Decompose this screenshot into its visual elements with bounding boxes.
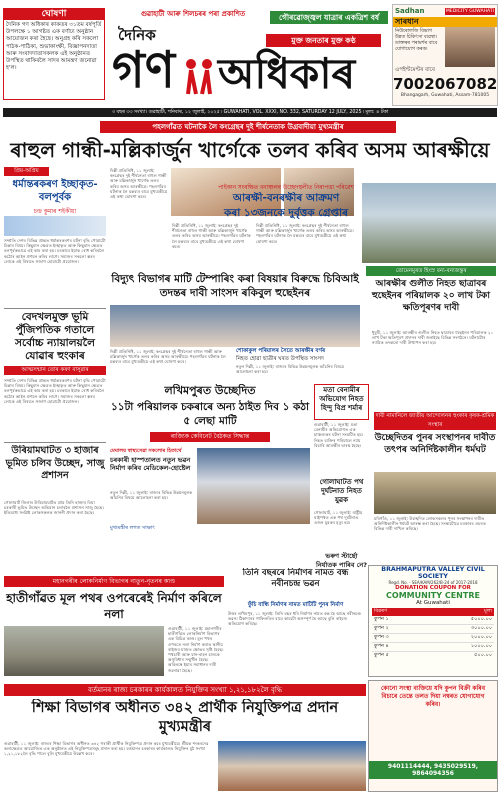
masthead-daily: দৈনিক (118, 26, 156, 44)
bottom-headline: শিক্ষা বিভাগৰ অধীনত ৩৪২ প্ৰাৰ্থীক নিযুক্তিপত্ৰ প্ৰদান মুখ্যমন্ত্ৰীৰ (31, 700, 339, 735)
table-row: কুপন ৩ ২০০০.০০ (372, 634, 494, 643)
hospital-ad (392, 4, 498, 106)
announcement-box (3, 8, 105, 100)
hospital-title: সাৰধান (393, 17, 497, 27)
drain-photo (4, 626, 164, 676)
mid-article3-text-2: নতুন দিল্লী, ১১ জুলাই: ৰাজ্যৰ বিভিন্ন উন্নয়নমূলক আঁচনিৰ বিষয়ে আলোচনা কৰা হয়। (236, 364, 345, 375)
right-article2-text: মৰিগাঁও, ১১ জুলাই: উচ্ছেদিত লোকসকলৰ পুনৰ সংস্থাপনৰ দাবীত অনিৰ্দিষ্টকালীন ধৰ্মঘট আৰম্ভ কৰা হৈছে। সংস্থাটোৱে চৰকাৰৰ ওচৰত বিভিন্ন দাবী দাখিল কৰিছে। (374, 516, 486, 532)
doctor-photo (445, 27, 495, 67)
mid-lower-title2-sub: ফুঁচি বান্ধি নিৰ্মাণৰ নামত মাটিটি পুনৰ নিৰ্মাণ (247, 602, 344, 608)
table-header-price: মূল্য (484, 608, 492, 614)
hospital-label: এপইণ্টমেণ্টৰ বাবে (395, 67, 435, 73)
mid-lower-kicker: মহানগৰীৰ লোকনিৰ্মাণ বিভাগৰ নাতুন-নৃতনৰ কাণ্ড (4, 576, 224, 587)
hospital-address: Bhangagarh, Guwahati, Assam-781005 (400, 93, 490, 98)
left-article1-title: ধৰ্মান্তৰকৰণ ইচ্ছাকৃত-বলপূৰ্বক (12, 179, 98, 203)
left-article2-title: বেদখলমুক্ত ভূমি পুঁজিপতিক গতালে সৰ্বোচ্চ ন্যায়ালয়লৈ যোৱাৰ হুংকাৰ (15, 311, 95, 362)
right-article1-title: আৰক্ষীৰ গুলীত নিহত ছাত্ৰাবৰ হুছেইনৰ পৰিয়ালক ২০ লাখ টকা ক্ষতিপূৰণৰ দাবী (372, 279, 490, 313)
mid-lower-text2: উত্তৰ লখিমপুৰ, ১১ জুলাই: তিনি বছৰ ধৰি নিৰ্মাণৰ নামত বন্ধ হৈ আছে নবীনচন্দ্ৰ ভৱন। ঠিকাদাৰৰ গাফিলতিৰ বাবে কামটো অসম্পূৰ্ণ হৈ আছে বুলি ৰাইজে অভিযোগ কৰিছে। (228, 611, 361, 627)
mid-lower-text: গুৱাহাটী, ১১ জুলাই: মহানগৰীৰ হাতীগাঁৱত লোকনিৰ্মাণ বিভাগৰ এক বিচিত্ৰ কাণ্ড। মূল পথৰ ওপৰতে নলা নিৰ্মাণ কৰাত স্থানীয় ৰাইজৰ মাজত ক্ষোভৰ সৃষ্টি হৈছে। পথচাৰী আৰু যান-বাহন চালকে অসুবিধাৰ সন্মুখীন হৈছে। অবিলম্বে ইয়াৰ সমাধানৰ দাবী জনোৱা হৈছে। (168, 626, 224, 673)
announcement-title: ঘোষণা (4, 9, 104, 20)
accident-title: গোলাঘাটত পথ দুৰ্ঘটনাত নিহত যুৱক (319, 478, 364, 504)
left-article1-byline: চন্দ্ৰ কুমাৰ শইকীয়া (33, 208, 77, 215)
mid-article5-text: নতুন দিল্লী, ১১ জুলাই: ৰাজ্যৰ বিভিন্ন উন্নয়নমূলক আঁচনিৰ বিষয়ে আলোচনা কৰা হয়। (110, 490, 193, 501)
edition-strip: ৩ বছৰ ৩৩ সংখ্যা। গুৱাহাটী, শনিবাৰ, ১২ জুলাই, ২০২৫ ৷ GUWAHATI, VOL. XXXI, NO. 332, SATURDAY 12 JULY, 2025 ৷ মূল্য: ৪ টকা (3, 108, 497, 117)
mid-article3-sub: নিহত হোৱা ছাত্ৰীৰ ঘৰত উপস্থিত সাংসদ (236, 356, 324, 362)
mid-article6-kicker: মুখ্যমন্ত্ৰীৰ লগত সাক্ষাৎ (110, 525, 155, 531)
mp-photo (110, 305, 360, 347)
top-kicker: পহলগাঁৱত ঘটনাকৈ লৈ কংগ্ৰেছৰ দুই শীৰ্ষনেতাক উগ্ৰবাদীয়া মুখ্যমন্ত্ৰীৰ (100, 121, 396, 133)
masthead-logo-icon (184, 54, 214, 102)
left-article2-text: সম্প্ৰতি দেশৰ বিভিন্ন প্ৰান্তত ধৰ্মান্তৰকৰণৰ ঘটনা বৃদ্ধি পোৱাটো চিন্তাৰ বিষয়। কিছুমান ক্ষেত্ৰত ইচ্ছাকৃত আৰু কিছুমান ক্ষেত্ৰত বলপূৰ্বকভাৱে এই কাম কৰা হয়। চৰকাৰে ইয়াক ৰোধ কৰিবলৈ কঠোৰ আইন প্ৰণয়ন কৰিব লাগে। সমাজৰ সকলো স্তৰৰ লোকে এই বিষয়ত সজাগ হোৱাটো প্ৰয়োজন। (4, 378, 106, 404)
mid-article4-sub: ১১টা পৰিয়ালক চকৰাৰে অন্য ঠাইত দিব ১ কঠা ৫ লেছা মাটি (110, 401, 310, 427)
right-article1-text: ধুবুৰী, ১১ জুলাই: আৰক্ষীৰ গুলীত নিহত ছাত্ৰাবৰ হুছেইনৰ পৰিয়ালক ২০ লাখ টকা ক্ষতিপূৰণ প্ৰদানৰ দাবী জনাইছে বিভিন্ন সংগঠনে। ঘটনাটোৰ ন্যায়িক তদন্তৰো দাবী উত্থাপন কৰা হয়। (372, 330, 494, 346)
hospital-phone: 7002067082 (393, 75, 498, 93)
mid-article1-text: দিল্লী প্ৰতিনিধি, ১১ জুলাই: কংগ্ৰেছৰ দুই শীৰ্ষনেতা ৰাহুল গান্ধী আৰু মল্লিকাৰ্জুন খাৰ্গেক তলব কৰিব অসম আৰক্ষীয়ে। পহলগাঁৱৰ ঘটনাক লৈ মন্তব্যৰ বাবে মুখ্যমন্ত্ৰীয়ে এই কথা ঘোষণা কৰে। (110, 168, 168, 200)
crime-title: মতা বেনামীৰ অভিযোগ নিহত হিন্দু বিপ্ৰ শৰ্মাৰ (314, 384, 369, 420)
year-banner: গৌৰৱোজ্জ্বল যাত্ৰাৰ একত্ৰিশ বৰ্ষ (270, 11, 388, 24)
police-photo (362, 183, 496, 263)
mid-article2-sub: কৰা ১৩জনকে দুৰ্বৃত্তক গ্ৰেপ্তাৰ (223, 207, 349, 219)
divider (4, 442, 106, 443)
civil-society-reg: Regd. No. - SEA/KAM/262/B-24 of 2017-2018 (388, 580, 478, 585)
civil-society-contact (368, 680, 498, 792)
civil-society-ad (368, 565, 498, 677)
mid-lower-title: হাতীগাঁৱত মূল পথৰ ওপৰেৰেই নিৰ্মাণ কৰিলে নলা (6, 591, 222, 621)
protest-photo (374, 472, 496, 514)
left-article3-text: গোলাঘাট জিলাৰ উৰিয়ামঘাটত প্ৰায় তিনি হাজাৰ বিঘা চৰকাৰী ভূমিত উচ্ছেদ অভিযান চলাবলৈ প্ৰশাসন সাজু হৈছে। ইতিমধ্যে সংশ্লিষ্ট লোকসকলক জাননী প্ৰদান কৰা হৈছে। (4, 500, 104, 516)
hospital-desc: নিউৰোলজি বিভাগ উন্নত চিকিৎসা ব্যৱস্থা। ডাক্তৰৰ পৰামৰ্শৰ বাবে যোগাযোগ কৰক। (395, 29, 438, 52)
masthead-name-left: গণ (112, 41, 176, 99)
left-article1-photo (4, 216, 106, 236)
tagline: গুৱাহাটী আৰু শিলচৰৰ পৰা প্ৰকাশিত (140, 10, 246, 18)
meeting-photo (197, 448, 310, 524)
left-article3-title: উৰিয়ামঘাটত ৩ হাজাৰ ভূমিত চলিব উচ্ছেদ, সাজু প্ৰশাসন (5, 445, 105, 481)
hospital-badge: MEDICITY GUWAHATI (445, 8, 494, 14)
civil-society-place: At Guwahati (416, 600, 450, 606)
mid-article2-text: দিল্লী প্ৰতিনিধি, ১১ জুলাই: কংগ্ৰেছৰ দুই শীৰ্ষনেতা ৰাহুল গান্ধী আৰু মল্লিকাৰ্জুন খাৰ্গেক তলব কৰিব অসম আৰক্ষীয়ে। পহলগাঁৱৰ ঘটনাক লৈ মন্তব্যৰ বাবে মুখ্যমন্ত্ৰীয়ে এই কথা ঘোষণা কৰে। (172, 223, 251, 249)
mid-article3-title: বিদ্যুৎ বিভাগৰ মাটি টেম্পাৰিং কৰা বিষয়াৰ বিৰুদ্ধে চিবিআই তদন্তৰ দাবী সাংসদ ৰকিবুল হুছেইনৰ (111, 273, 359, 299)
table-row: কুপন ৫ ৫০০.০০ (374, 652, 492, 658)
mid-article4-title: লখিমপুৰত উচ্ছেদিত (164, 384, 256, 397)
mid-lower-title2: তিনি বছৰৰে নিৰ্মাণৰ নামত বন্ধ নবীনচন্দ্ৰ ভৱন (242, 568, 349, 589)
appointment-photo (218, 741, 366, 791)
motto: মুক্ত জনতাৰ মুক্ত কণ্ঠ (266, 34, 381, 47)
left-article2-sub: আত্মসন্মান তোৰ কৰণ বাসুৱাৰ (4, 366, 106, 375)
civil-society-note: কোনো সংস্থা ব্যক্তিয়ে যদি কুপন বিক্ৰী কৰিব বিচাৰে তেন্তে তলত দিয়া নম্বৰত যোগাযোগ কৰিব। (380, 685, 486, 708)
mid-article2-kicker: পাইকান সংৰক্ষিত বনাঞ্চলৰ উচ্ছেদস্থলীত নিৰাপত্তা পৰিৱেশ (218, 185, 354, 191)
civil-society-title: BRAHMAPUTRA VALLEY CIVIL SOCIETY (381, 566, 485, 580)
bottom-text: গুৱাহাটী, ১১ জুলাই: ৰাজ্যৰ শিক্ষা বিভাগৰ অধীনত ৩৪২ গৰাকী প্ৰাৰ্থীক নিযুক্তিপত্ৰ প্ৰদান কৰে মুখ্যমন্ত্ৰীয়ে। শ্ৰীমন্ত শংকৰদেৱ কলাক্ষেত্ৰত আয়োজিত এক অনুষ্ঠানত এই নিযুক্তিপত্ৰসমূহ প্ৰদান কৰা হয়। বৰ্তমানৰ চৰকাৰৰ কাৰ্যকালত নিযুক্তিৰ মুঠ সংখ্যা ১,২১,১৮২লৈ বৃদ্ধি পালে বুলি মুখ্যমন্ত্ৰীয়ে উল্লেখ কৰে। (4, 741, 209, 757)
table-row: কুপন ২ ৩০০০.০০ (372, 625, 494, 634)
mid-article5-title: চৰকাৰী হাস্পতালত নতুন ভৱন নিৰ্মাণ কৰিব মেডিকেল-হোষ্টেল (110, 456, 191, 472)
civil-society-phone: 9401114444, 9435029519, 9864094356 (369, 761, 497, 779)
divider (4, 308, 106, 309)
civil-society-table (372, 608, 494, 660)
hospital-brand: Sadhan (395, 7, 425, 15)
mid-article4-tag: ৰাজ্যিক কেবিনেট বৈঠকত সিদ্ধান্ত (150, 432, 270, 442)
civil-society-coupon: DONATION COUPON FOR (395, 585, 471, 591)
masthead-name-right: অধিকাৰ (218, 49, 356, 98)
mid-article3-caption: শোকাকুল পৰিয়ালৰ সৈতে আৰক্ষীৰ বৰ্গৰ (236, 348, 326, 354)
crime-text: গুৱাহাটী, ১১ জুলাই: মতা বেনামীৰ অভিযোগত এক চাঞ্চল্যকৰ ঘটনা সংঘটিত হয়। নিহত ব্যক্তিৰ পৰিয়ালে ন্যায় বিচাৰি আৰক্ষীৰ দ্বাৰস্থ হৈছে। (314, 422, 364, 448)
civil-society-centre: COMMUNITY CENTRE (386, 591, 480, 600)
table-header-desc: বিৱৰণ (374, 608, 387, 614)
mid-article3-text: দিল্লী প্ৰতিনিধি, ১১ জুলাই: কংগ্ৰেছৰ দুই শীৰ্ষনেতা ৰাহুল গান্ধী আৰু মল্লিকাৰ্জুন খাৰ্গেক তলব কৰিব অসম আৰক্ষীয়ে। পহলগাঁৱৰ ঘটনাক লৈ মন্তব্যৰ বাবে মুখ্যমন্ত্ৰীয়ে এই কথা ঘোষণা কৰে। (110, 349, 226, 365)
right-article2-title: উচ্ছেদিতৰ পুনৰ সংস্থাপনৰ দাবীত তৎপৰ অনিৰ্দিষ্টকালীন ধৰ্মঘট (374, 433, 496, 455)
lead-headline: ৰাহুল গান্ধী-মল্লিকাৰ্জুন খাৰ্গেকে তলব কৰিব অসম আৰক্ষীয়ে (10, 138, 490, 162)
left-article1-text: সম্প্ৰতি দেশৰ বিভিন্ন প্ৰান্তত ধৰ্মান্তৰকৰণৰ ঘটনা বৃদ্ধি পোৱাটো চিন্তাৰ বিষয়। কিছুমান ক্ষেত্ৰত ইচ্ছাকৃত আৰু কিছুমান ক্ষেত্ৰত বলপূৰ্বকভাৱে এই কাম কৰা হয়। চৰকাৰে ইয়াক ৰোধ কৰিবলৈ কঠোৰ আইন প্ৰণয়ন কৰিব লাগে। সমাজৰ সকলো স্তৰৰ লোকে এই বিষয়ত সজাগ হোৱাটো প্ৰয়োজন। (4, 238, 106, 264)
accident-text: গোলাঘাট, ১১ জুলাই: ৰাষ্ট্ৰীয় ঘাইপথত এক পথ দুৰ্ঘটনাত এজন যুৱকৰ মৃত্যু হয়। (314, 510, 363, 526)
left-tag: প্ৰিয়-অপ্ৰিয় (4, 167, 49, 176)
mid-article2-text-2: দিল্লী প্ৰতিনিধি, ১১ জুলাই: কংগ্ৰেছৰ দুই শীৰ্ষনেতা ৰাহুল গান্ধী আৰু মল্লিকাৰ্জুন খাৰ্গেক তলব কৰিব অসম আৰক্ষীয়ে। পহলগাঁৱৰ ঘটনাক লৈ মন্তব্যৰ বাবে মুখ্যমন্ত্ৰীয়ে এই কথা ঘোষণা কৰে। (256, 223, 354, 244)
question-title: ভৰুণ স্টাৰ্ছো নিৰ্যাতক পাৰিব নে? (315, 552, 368, 569)
right-tag-2: দাবী নামানিলে জাতীয় আন্দোলনৰ হুংকাৰ কৃষক-শ্ৰমিক সংস্থাৰ (375, 413, 495, 428)
mid-article5-kicker: মেঘালয় স্বাস্থ্যসেৱা সকলোৰ হিতাৰ্থে (110, 448, 182, 454)
table-row: কুপন ১ ৫০০০.০০ (372, 616, 494, 625)
table-row: কুপন ৪ ১০০০.০০ (372, 643, 494, 652)
mid-article2-title: আৰক্ষী-বনৰক্ষীৰ আক্ৰমণ (232, 192, 340, 204)
announcement-text: দৈনিক গণ অধিকাৰ কাকতৰ ৩১তম বৰ্ষপূৰ্তি উপলক্ষে ১ আগষ্টত এক বৰ্ণাঢ্য অনুষ্ঠান আয়োজন কৰা হৈছে। অনুগ্ৰহ কৰি সকলো পাঠক-পাঠিকা, শুভাকাংক্ষী, বিজ্ঞাপনদাতা আৰু সংবাদদাতাসকলক এই অনুষ্ঠানত উপস্থিত থাকিবলৈ সাদৰ আমন্ত্ৰণ জনোৱা হ'ল। (6, 22, 102, 72)
bottom-kicker: বৰ্তমানৰ ৰাজ্য চৰকাৰৰ কাৰ্যকালত নিযুক্তিৰ সংখ্যা ১,২১,১৮২লৈ বৃদ্ধি (4, 684, 366, 696)
right-tag: তোমেনমুৰত হিংস্ৰ বন্য-বন্যজন্তুৰ (366, 266, 496, 276)
